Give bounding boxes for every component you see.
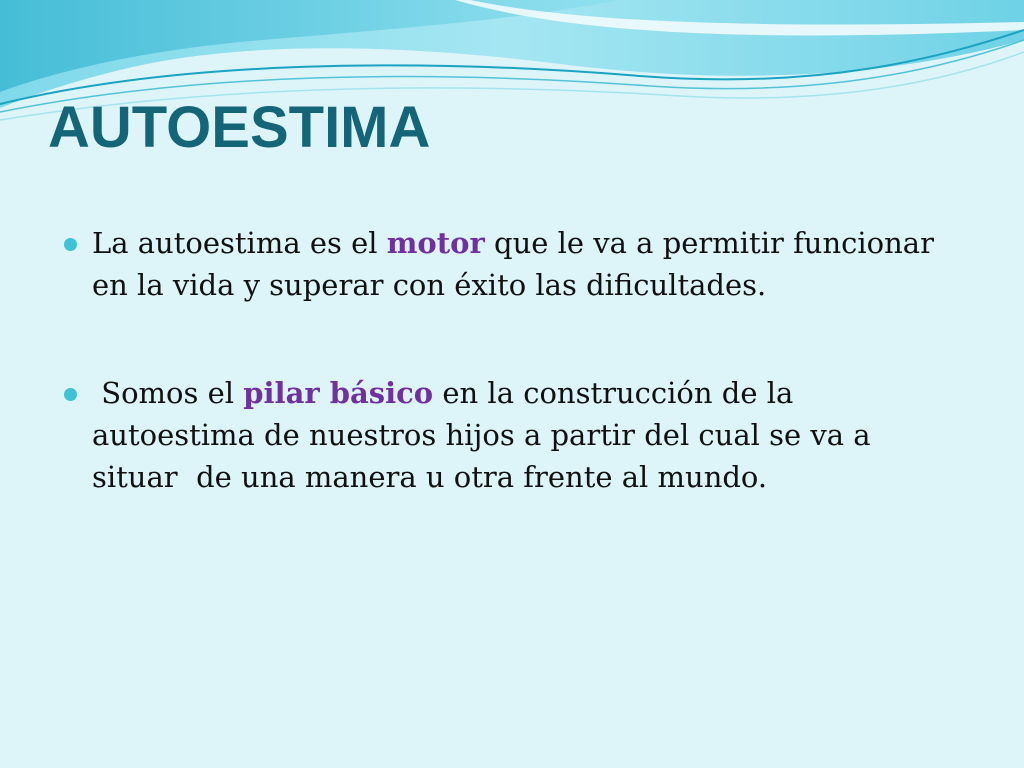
slide-title: AUTOESTIMA <box>48 95 431 160</box>
bullet-2-highlight: pilar básico <box>243 376 434 410</box>
bullet-marker-icon <box>64 388 77 401</box>
bullet-1-highlight: motor <box>386 226 485 260</box>
bullet-list <box>60 222 960 498</box>
bullet-1-text-before: La autoestima es el <box>92 226 387 260</box>
bullet-item-2 <box>60 372 960 498</box>
bullet-1-text-after: que le va a permitir funcionar en la vida y superar con éxito las dificultades. <box>92 226 934 302</box>
bullet-2-text-after: en la construcción de la autoestima de nuestros hijos a partir del cual se va a situar de una manera u otra frente al mundo. <box>92 376 880 494</box>
bullet-marker-icon <box>64 238 77 251</box>
bullet-item-1 <box>60 222 960 306</box>
bullet-2-text-before: Somos el <box>92 376 244 410</box>
